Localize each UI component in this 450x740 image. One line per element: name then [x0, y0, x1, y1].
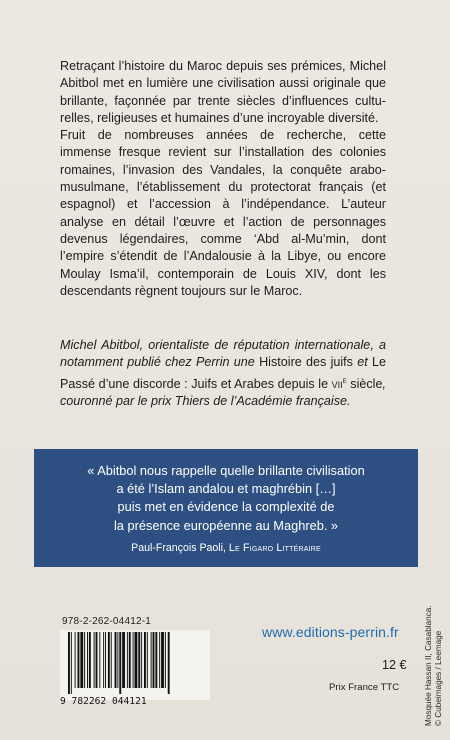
barcode-bar	[151, 632, 152, 688]
quote-line-1: « Abitbol nous rappelle quelle brillante civilisation	[87, 463, 365, 478]
barcode-bar	[138, 632, 140, 688]
barcode-digits: 9 782262 044121	[60, 696, 147, 707]
price-label: Prix France TTC	[329, 682, 400, 693]
barcode-bar	[96, 632, 98, 688]
barcode-bar	[99, 632, 100, 688]
publisher-website[interactable]: www.editions-perrin.fr	[262, 624, 399, 640]
synopsis	[60, 58, 386, 300]
credit-line-1: Mosquée Hassan II, Casablanca.	[424, 605, 433, 726]
barcode-bar	[117, 632, 118, 688]
barcode-bar	[119, 632, 121, 694]
barcode-bar	[94, 632, 95, 688]
barcode-bar	[103, 632, 104, 688]
book-title-passe-discorde: Le Passé d’une discorde : Juifs et Arabes depuis le	[60, 355, 386, 391]
barcode-bar	[89, 632, 91, 688]
barcode-bar	[141, 632, 142, 688]
barcode-bar	[135, 632, 138, 688]
author-note-and: et	[352, 355, 372, 370]
quote-source: Le Figaro Littéraire	[228, 541, 321, 554]
barcode-bar	[155, 632, 157, 688]
author-note-intro: Michel Abitbol, orientaliste de réputation internationale, a notamment publié chez Perrin une	[60, 338, 386, 370]
price: 12 €	[382, 658, 407, 672]
synopsis-paragraph-1: Retraçant l’histoire du Maroc depuis ses prémices, Michel Abitbol met en lumière une civilisation aussi originale que brillante, façonnée par trente siècles d’influences culturelles, religieuses et humaines d’une incroyable diversité.	[60, 59, 386, 125]
book-title-histoire-des-juifs: Histoire des juifs	[259, 355, 353, 370]
quote-line-4: la présence européenne au Maghreb. »	[113, 517, 339, 533]
quote-line-2: a été l’Islam andalou et maghrébin […]	[116, 481, 336, 497]
barcode-bar	[161, 632, 164, 688]
barcode-bar	[129, 632, 131, 688]
barcode-bar	[153, 632, 155, 688]
barcode-bar	[78, 632, 80, 688]
author-note	[60, 337, 386, 410]
barcode-bar	[111, 632, 112, 688]
barcode-bar	[159, 632, 160, 688]
barcode-bar	[165, 632, 166, 688]
isbn: 978-2-262-04412-1	[62, 616, 152, 627]
quote-attribution	[34, 541, 418, 555]
century-suffix: e	[342, 375, 347, 385]
photo-credit	[424, 605, 444, 726]
barcode-bar	[68, 632, 70, 694]
barcode-bar	[147, 632, 148, 688]
barcode-bar	[80, 632, 83, 688]
barcode-bar	[108, 632, 110, 688]
barcode-bar	[71, 632, 72, 694]
press-quote	[34, 449, 418, 535]
barcode-bar	[84, 632, 85, 688]
barcode-bars	[66, 632, 206, 694]
century-numeral: vii	[331, 376, 343, 391]
barcode-bar	[122, 632, 125, 688]
barcode-bar	[127, 632, 128, 688]
barcode-bar	[87, 632, 88, 688]
quote-author: Paul-François Paoli,	[131, 541, 226, 554]
barcode-bar	[115, 632, 117, 688]
barcode	[60, 630, 210, 700]
press-quote-box	[34, 449, 418, 567]
barcode-bar	[168, 632, 170, 694]
synopsis-paragraph-2: Fruit de nombreuses années de recherche, cette immense fresque revient sur l’installation des colonies romaines, l’invasion des Vandales, la conquête arabo-musulmane, l’établissement du protectorat français (et espagnol) et l’accession à l’indépendance. L’auteur analyse en détail l’œuvre et l’action de personnages devenus légendaires, comme ‘Abd al-Mu’min, dont l’empire s’étendit de l’Andalousie à la Libye, ou encore Moulay Isma’il, contemporain de Louis XIV, dont les descendants règnent toujours sur le Maroc.	[60, 128, 386, 298]
barcode-bar	[133, 632, 134, 688]
quote-line-3: puis met en évidence la complexité de	[117, 499, 335, 515]
book-title-end: siècle	[346, 376, 383, 391]
credit-line-2: © Cubeimages / Leemage	[434, 630, 443, 726]
author-note-award: , couronné par le prix Thiers de l’Académie française.	[60, 376, 386, 409]
barcode-bar	[144, 632, 146, 688]
barcode-bar	[105, 632, 106, 688]
barcode-bar	[75, 632, 76, 688]
